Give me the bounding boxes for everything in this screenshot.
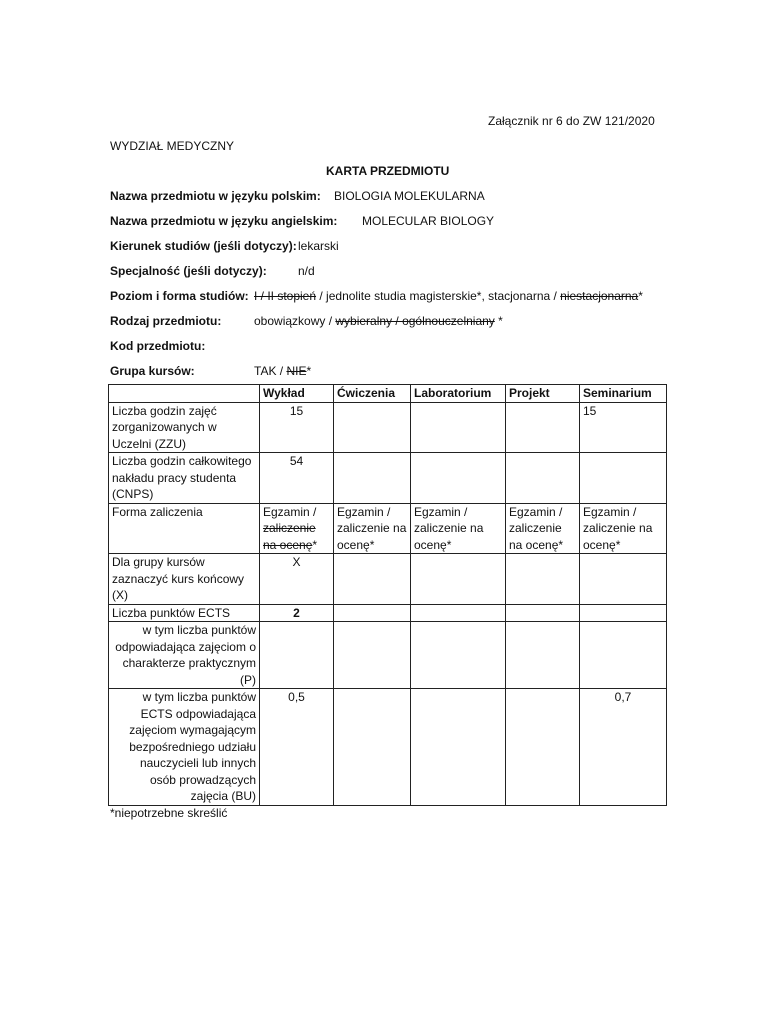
grupa-wyklad: X xyxy=(260,554,334,605)
praktyczne-projekt xyxy=(506,622,580,689)
name-pl-label: Nazwa przedmiotu w języku polskim: xyxy=(110,189,321,203)
table-row-praktyczne xyxy=(109,622,667,689)
level-value xyxy=(254,289,643,303)
faculty-name: WYDZIAŁ MEDYCZNY xyxy=(110,139,235,153)
table-row-ects xyxy=(109,604,667,622)
forma-seminarium: Egzamin / zaliczenie na ocenę* xyxy=(580,503,667,554)
level-mid-text: / jednolite studia magisterskie*, stacjonarna / xyxy=(316,289,561,303)
header-empty xyxy=(109,385,260,403)
group-selected: TAK / xyxy=(254,364,287,378)
bu-wyklad: 0,5 xyxy=(260,689,334,806)
praktyczne-label: w tym liczba punktów odpowiadająca zajęciom o charakterze praktycznym (P) xyxy=(109,622,260,689)
bu-label: w tym liczba punktów ECTS odpowiadająca zajęciom wymagającym bezpośredniego udziału nauczycieli lub innych osób prowadzących zajęcia (BU) xyxy=(109,689,260,806)
level-struck-form: niestacjonarna xyxy=(560,289,639,303)
praktyczne-seminarium xyxy=(580,622,667,689)
group-value xyxy=(254,364,311,378)
grupa-seminarium xyxy=(580,554,667,605)
bu-seminarium: 0,7 xyxy=(580,689,667,806)
code-label: Kod przedmiotu: xyxy=(110,339,206,353)
name-en-label: Nazwa przedmiotu w języku angielskim: xyxy=(110,214,338,228)
cnps-laboratorium xyxy=(411,453,506,504)
cnps-projekt xyxy=(506,453,580,504)
table-row-zzu xyxy=(109,402,667,453)
ects-cwiczenia xyxy=(334,604,411,622)
page-title: KARTA PRZEDMIOTU xyxy=(326,164,450,178)
grupa-label: Dla grupy kursów zaznaczyć kurs końcowy (X) xyxy=(109,554,260,605)
cnps-cwiczenia xyxy=(334,453,411,504)
ects-label: Liczba punktów ECTS xyxy=(109,604,260,622)
header-seminarium: Seminarium xyxy=(580,385,667,403)
ects-projekt xyxy=(506,604,580,622)
header-projekt: Projekt xyxy=(506,385,580,403)
table-header-row xyxy=(109,385,667,403)
zzu-wyklad: 15 xyxy=(260,402,334,453)
bu-projekt xyxy=(506,689,580,806)
header-cwiczenia: Ćwiczenia xyxy=(334,385,411,403)
zzu-projekt xyxy=(506,402,580,453)
bu-cwiczenia xyxy=(334,689,411,806)
name-pl-value: BIOLOGIA MOLEKULARNA xyxy=(334,189,485,203)
zzu-label: Liczba godzin zajęć zorganizowanych w Uczelni (ZZU) xyxy=(109,402,260,453)
table-row-bu xyxy=(109,689,667,806)
table-row-cnps xyxy=(109,453,667,504)
praktyczne-cwiczenia xyxy=(334,622,411,689)
type-label: Rodzaj przedmiotu: xyxy=(110,314,222,328)
ects-seminarium xyxy=(580,604,667,622)
forma-cwiczenia: Egzamin / zaliczenie na ocenę* xyxy=(334,503,411,554)
specialty-value: n/d xyxy=(298,264,315,278)
grupa-laboratorium xyxy=(411,554,506,605)
forma-wyklad-struck: zaliczenie na ocenę xyxy=(263,521,316,552)
direction-value: lekarski xyxy=(298,239,339,253)
name-en-value: MOLECULAR BIOLOGY xyxy=(362,214,495,228)
level-label: Poziom i forma studiów: xyxy=(110,289,249,303)
ects-laboratorium xyxy=(411,604,506,622)
cnps-wyklad: 54 xyxy=(260,453,334,504)
grupa-cwiczenia xyxy=(334,554,411,605)
group-asterisk: * xyxy=(306,364,312,378)
direction-label: Kierunek studiów (jeśli dotyczy): xyxy=(110,239,297,253)
group-struck: NIE xyxy=(286,364,307,378)
praktyczne-wyklad xyxy=(260,622,334,689)
grupa-projekt xyxy=(506,554,580,605)
specialty-label: Specjalność (jeśli dotyczy): xyxy=(110,264,267,278)
forma-projekt: Egzamin / zaliczenie na ocenę* xyxy=(506,503,580,554)
zzu-laboratorium xyxy=(411,402,506,453)
cnps-seminarium xyxy=(580,453,667,504)
bu-laboratorium xyxy=(411,689,506,806)
cnps-label: Liczba godzin całkowitego nakładu pracy studenta (CNPS) xyxy=(109,453,260,504)
praktyczne-laboratorium xyxy=(411,622,506,689)
table-row-forma xyxy=(109,503,667,554)
zzu-cwiczenia xyxy=(334,402,411,453)
type-struck: wybieralny / ogólnouczelniany xyxy=(335,314,495,328)
zzu-seminarium: 15 xyxy=(580,402,667,453)
annex-note: Załącznik nr 6 do ZW 121/2020 xyxy=(488,114,655,128)
table-row-grupa xyxy=(109,554,667,605)
level-asterisk: * xyxy=(638,289,643,303)
type-selected: obowiązkowy / xyxy=(254,314,336,328)
ects-wyklad: 2 xyxy=(260,604,334,622)
forma-wyklad-exam: Egzamin / xyxy=(263,504,317,519)
type-value xyxy=(254,314,503,328)
header-laboratorium: Laboratorium xyxy=(411,385,506,403)
footnote: *niepotrzebne skreślić xyxy=(110,806,228,820)
group-label: Grupa kursów: xyxy=(110,364,195,378)
level-struck-degree: I / II stopień xyxy=(254,289,317,303)
forma-wyklad-asterisk: * xyxy=(312,537,318,552)
forma-wyklad xyxy=(260,503,334,554)
header-wyklad: Wykład xyxy=(260,385,334,403)
course-table xyxy=(108,384,667,806)
forma-laboratorium: Egzamin / zaliczenie na ocenę* xyxy=(411,503,506,554)
type-asterisk: * xyxy=(494,314,503,328)
forma-label: Forma zaliczenia xyxy=(109,503,260,554)
